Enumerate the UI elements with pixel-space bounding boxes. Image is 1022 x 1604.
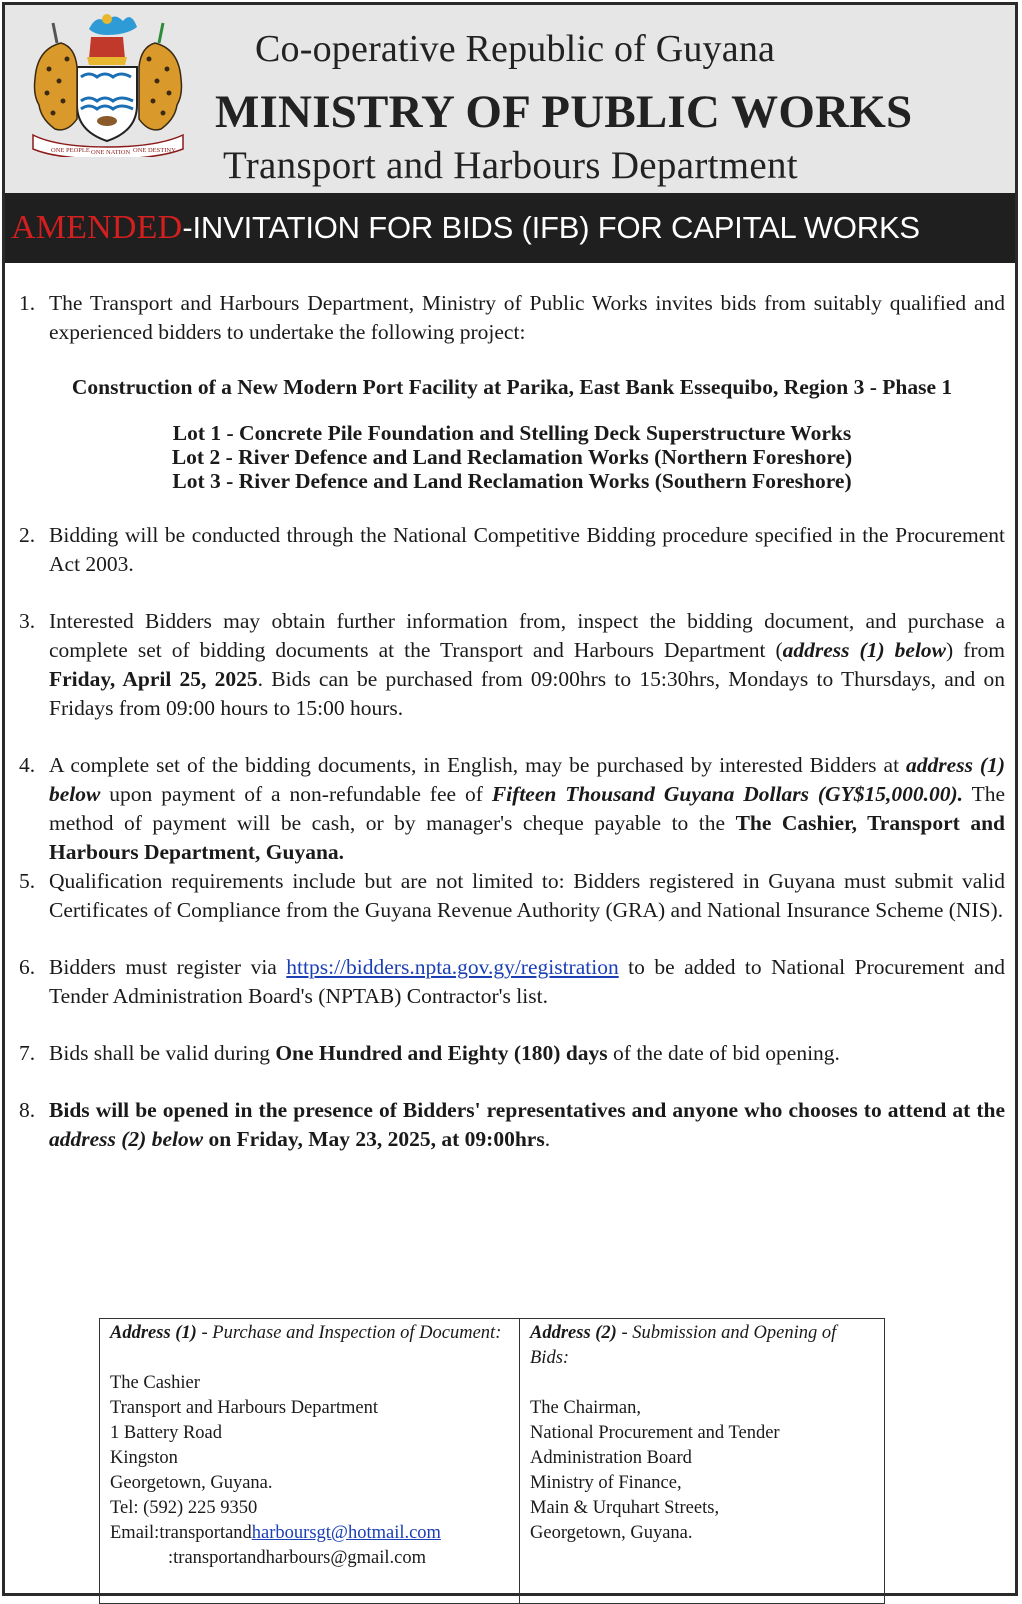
advertisement-frame [2, 2, 1018, 1596]
address-2-heading: Address (2) - Submission and Opening of Bids: [530, 1323, 837, 1368]
clause-8: 8. Bids will be opened in the presence of Bidders' representatives and anyone who chooses to attend at the address (2) below on Friday, May 23, 2025, at 09:00hrs. [19, 1098, 1005, 1151]
svg-text:ONE DESTINY: ONE DESTINY [133, 147, 176, 154]
title-banner [5, 193, 1015, 263]
clause-2: 2. Bidding will be conducted through the National Competitive Bidding procedure specified in the Procurement Act 2003. [19, 523, 1005, 576]
banner-title: -INVITATION FOR BIDS (IFB) FOR CAPITAL WORKS [182, 210, 920, 245]
clause-6: 6. Bidders must register via https://bidders.npta.gov.gy/registration to be added to National Procurement and Tender Administration Board's (NPTAB) Contractor's list. [19, 955, 1005, 1008]
lots-list [19, 421, 1005, 493]
project-title: Construction of a New Modern Port Facility at Parika, East Bank Essequibo, Region 3 - Phase 1 [71, 375, 953, 399]
registration-link[interactable]: https://bidders.npta.gov.gy/registration [286, 955, 619, 979]
lot-item: Lot 2 - River Defence and Land Reclamation Works (Northern Foreshore) [171, 445, 853, 469]
amended-label: AMENDED [11, 209, 183, 246]
address-1: Address (1) - Purchase and Inspection of Document: The Cashier Transport and Harbours Department 1 Battery Road Kingston Georgetown, Guyana. Tel: (592) 225 9350 Email:transportandharboursgt@hotmail.com :transportandharbours@gmail.com [100, 1319, 520, 1603]
country-name: Co-operative Republic of Guyana [255, 28, 776, 70]
notice-body [19, 289, 1005, 1154]
address-2: Address (2) - Submission and Opening of Bids: The Chairman, National Procurement and Tender Administration Board Ministry of Finance, Main & Urquhart Streets, Georgetown, Guyana. [520, 1319, 884, 1603]
clause-5: 5. Qualification requirements include but are not limited to: Bidders registered in Guyana must submit valid Certificates of Compliance from the Guyana Revenue Authority (GRA) and National Insurance Scheme (NIS). [19, 869, 1005, 922]
coat-of-arms-icon [27, 9, 189, 157]
addresses-table [99, 1318, 885, 1604]
email-line: Email:transportandharboursgt@hotmail.com [110, 1523, 441, 1543]
svg-text:ONE PEOPLE: ONE PEOPLE [51, 147, 90, 154]
clause-3: 3. Interested Bidders may obtain further information from, inspect the bidding document, and purchase a complete set of bidding documents at the Transport and Harbours Department (address (1) below) from Friday, April 25, 2025. Bids can be purchased from 09:00hrs to 15:30hrs, Mondays to Thursdays, and on Fridays from 09:00 hours to 15:00 hours. [19, 609, 1005, 720]
ministry-name: MINISTRY OF PUBLIC WORKS [215, 86, 913, 138]
header [5, 5, 1015, 193]
clause-1: 1. The Transport and Harbours Department, Ministry of Public Works invites bids from suitably qualified and experienced bidders to undertake the following project: [19, 291, 1005, 344]
svg-text:ONE NATION: ONE NATION [91, 149, 131, 156]
department-name: Transport and Harbours Department [223, 144, 798, 187]
clause-4: 4. A complete set of the bidding documents, in English, may be purchased by interested Bidders at address (1) below upon payment of a non-refundable fee of Fifteen Thousand Guyana Dollars (GY$15,000.00). The method of payment will be cash, or by manager's cheque payable to the The Cashier, Transport and Harbours Department, Guyana. [19, 753, 1006, 864]
email-line-2: :transportandharbours@gmail.com [168, 1548, 426, 1568]
clause-7: 7. Bids shall be valid during One Hundred and Eighty (180) days of the date of bid opening. [19, 1041, 840, 1065]
lot-item: Lot 3 - River Defence and Land Reclamation Works (Southern Foreshore) [172, 469, 852, 493]
lot-item: Lot 1 - Concrete Pile Foundation and Stelling Deck Superstructure Works [172, 421, 852, 445]
email-link[interactable]: harboursgt@hotmail.com [251, 1523, 441, 1543]
address-1-heading: Address (1) - Purchase and Inspection of Document: [110, 1323, 502, 1343]
